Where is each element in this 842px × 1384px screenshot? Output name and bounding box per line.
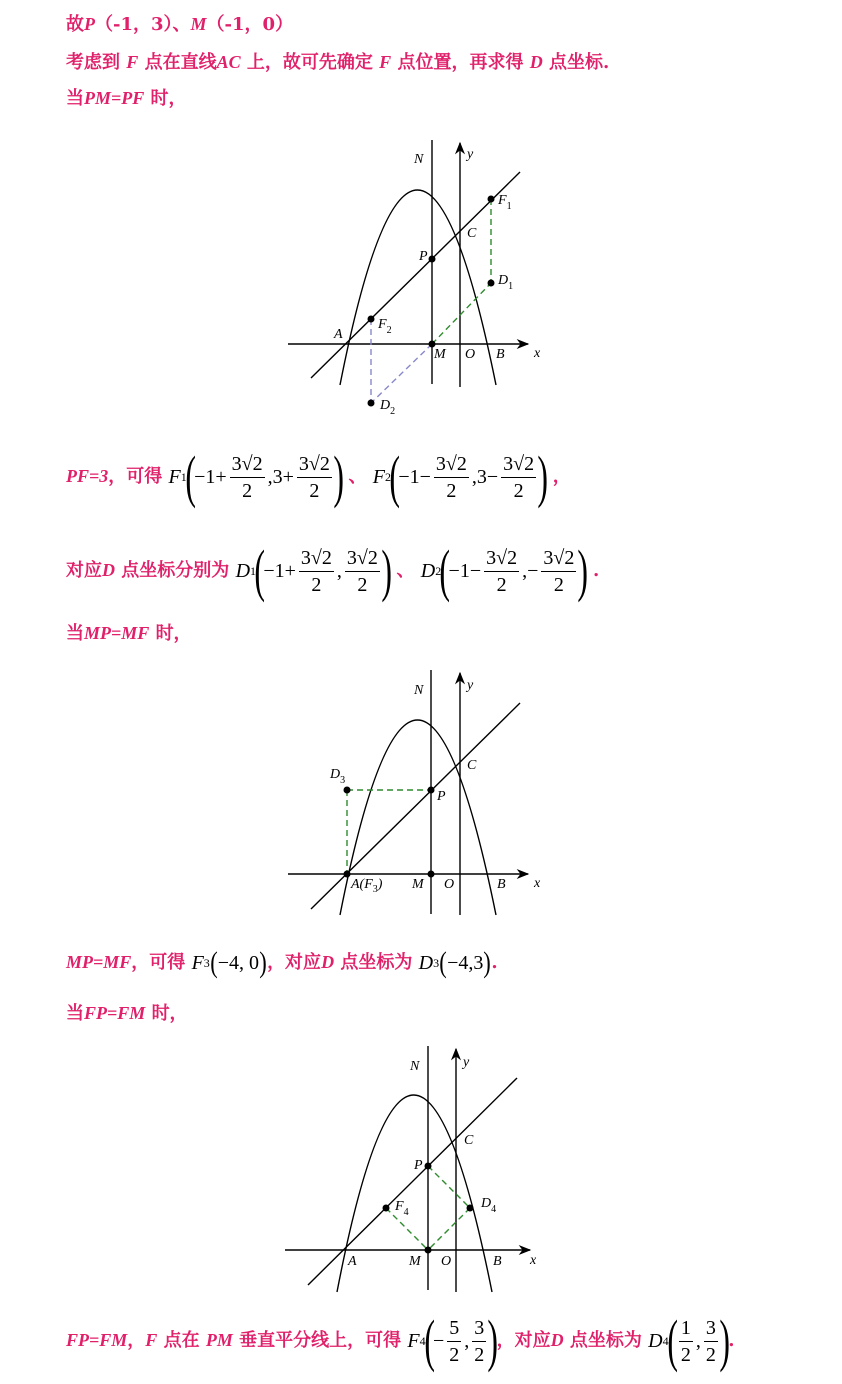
label-x: x — [534, 876, 541, 891]
paren-open: ( — [254, 538, 265, 603]
point-d1 — [488, 280, 495, 287]
paren-open: ( — [423, 1308, 435, 1373]
denominator: 2 — [496, 573, 507, 596]
case3-heading — [66, 1001, 188, 1026]
fraction — [434, 452, 469, 503]
condition: PM=PF — [84, 88, 145, 108]
separator: 、 — [172, 14, 191, 35]
text: 点坐标为 — [569, 1330, 642, 1351]
denominator: 2 — [513, 479, 524, 502]
denominator: 2 — [553, 573, 564, 596]
denominator: 2 — [242, 479, 253, 502]
m-coord: （-1，0） — [206, 14, 294, 35]
text: ， — [127, 1330, 146, 1351]
subscript: 2 — [435, 564, 442, 578]
point-f4 — [383, 1205, 390, 1212]
text: 当 — [66, 623, 84, 644]
point-d: D — [550, 1330, 564, 1350]
point-d4 — [467, 1205, 474, 1212]
point-d: D — [321, 952, 335, 972]
numerator: 5 — [447, 1316, 461, 1342]
figure-1-pm-eq-pf — [288, 140, 541, 417]
case2-heading — [66, 621, 192, 646]
subscript: 4 — [662, 1334, 669, 1348]
fraction — [484, 546, 519, 597]
point-name: F — [168, 466, 181, 488]
label-o: O — [444, 877, 455, 892]
case2-result — [66, 947, 498, 978]
condition: MP=MF — [66, 952, 132, 972]
text: 点坐标分别为 — [121, 560, 230, 581]
fraction — [679, 1316, 693, 1367]
x-int: −1− — [448, 560, 482, 582]
label-y: y — [463, 1055, 470, 1070]
point-name: D — [235, 560, 251, 582]
subscript: 2 — [385, 470, 392, 484]
point-p: P — [84, 14, 95, 34]
label-m: M — [409, 1254, 421, 1269]
text: ，对应 — [496, 1330, 551, 1351]
text: 垂直平分线上，可得 — [239, 1330, 402, 1351]
label-o: O — [441, 1254, 452, 1269]
fraction — [230, 452, 265, 503]
fraction — [541, 546, 576, 597]
paren-open: ( — [666, 1308, 678, 1373]
punct: ， — [552, 466, 571, 487]
point-d2 — [368, 400, 375, 407]
text: 点坐标为 — [340, 952, 413, 973]
numerator: 3 — [472, 1316, 486, 1342]
x-sign: − — [432, 1330, 445, 1352]
point-p — [429, 256, 436, 263]
subscript: 4 — [419, 1334, 426, 1348]
text: 时， — [155, 623, 192, 644]
paren-open: ( — [185, 444, 196, 509]
y-int: ,3− — [471, 466, 499, 488]
label-f2: $F_2$ — [378, 317, 392, 336]
p-coord: （-1，3） — [95, 14, 173, 35]
label-a: A — [348, 1254, 357, 1269]
coord-f3 — [192, 948, 268, 978]
text: 故 — [66, 14, 84, 35]
point-name: D — [420, 560, 436, 582]
dash-d4-m — [428, 1208, 470, 1250]
coord-d3 — [419, 948, 492, 978]
paren-open: ( — [439, 538, 451, 603]
dash-m-d2 — [371, 344, 432, 403]
coord-f2 — [372, 444, 549, 509]
point-m — [425, 1247, 432, 1254]
point-name: F — [407, 1330, 420, 1352]
dash-m-d1 — [432, 283, 491, 344]
text: ，对应 — [267, 952, 322, 973]
numerator: 3√2 — [541, 546, 576, 572]
subscript: 3 — [433, 956, 440, 970]
paren-close: ) — [333, 444, 344, 509]
numerator: 3√2 — [299, 546, 334, 572]
numerator: 3√2 — [230, 452, 265, 478]
coord-d2 — [420, 538, 589, 603]
numerator: 3√2 — [297, 452, 332, 478]
coord-d4: D 4 ( $\frac{1}{2}$ , $\frac{3}{2}$ ) — [648, 1308, 730, 1373]
text: 点位置，再求得 — [397, 52, 524, 73]
label-m: M — [434, 347, 446, 362]
label-f4: $F_4$ — [395, 1199, 409, 1218]
line-ac: AC — [216, 52, 241, 72]
point-name: D — [648, 1330, 663, 1352]
separator: 、 — [396, 560, 415, 581]
point-m — [428, 871, 435, 878]
label-p: P — [419, 249, 428, 264]
numerator: 3√2 — [501, 452, 536, 478]
case1-f-result — [66, 444, 571, 509]
line-ac — [311, 172, 520, 378]
label-x: x — [534, 346, 541, 361]
point-f1 — [488, 196, 495, 203]
point-f: F — [126, 52, 139, 72]
figure-2-mp-eq-mf — [288, 670, 541, 915]
figure-3-fp-eq-fm — [285, 1046, 537, 1292]
label-a-f3: $A(F_3)$ — [351, 877, 383, 895]
point-name: F — [372, 466, 386, 488]
coord-value: −4,3 — [447, 952, 484, 974]
label-b: B — [497, 877, 506, 892]
fraction — [299, 546, 334, 597]
paren-close: ) — [719, 1308, 730, 1373]
label-b: B — [493, 1254, 502, 1269]
text: 考虑到 — [66, 52, 120, 73]
segment-pm: PM — [205, 1330, 233, 1350]
text: 点在 — [163, 1330, 200, 1351]
punct: . — [592, 560, 600, 581]
text: 时， — [150, 88, 187, 109]
point-f2 — [368, 316, 375, 323]
label-y: y — [467, 147, 474, 162]
label-n: N — [414, 152, 424, 167]
label-c: C — [467, 226, 477, 241]
paren-close: ) — [259, 946, 267, 979]
label-d2: $D_2$ — [380, 398, 396, 417]
paren-open: ( — [210, 946, 218, 979]
fraction — [704, 1316, 718, 1367]
paren-close: ) — [487, 1308, 499, 1373]
denominator: 2 — [705, 1343, 716, 1366]
label-y: y — [467, 678, 474, 693]
label-n: N — [414, 683, 424, 698]
case3-result — [66, 1308, 735, 1373]
label-p: P — [437, 789, 446, 804]
condition: FP=FM — [66, 1330, 128, 1350]
condition: PF=3 — [66, 466, 109, 486]
condition: FP=FM — [84, 1003, 146, 1023]
denominator: 2 — [311, 573, 322, 596]
paren-close: ) — [483, 946, 492, 979]
coord-f1 — [168, 444, 344, 509]
paren-open: ( — [439, 946, 447, 979]
text: 点在直线 — [144, 52, 217, 73]
label-o: O — [465, 347, 476, 362]
subscript: 1 — [180, 470, 187, 484]
point-d: D — [529, 52, 543, 72]
text: 对应 — [66, 560, 102, 581]
point-name: F — [191, 952, 204, 974]
text: 当 — [66, 1003, 84, 1024]
y-int: ,− — [522, 560, 539, 582]
punct: . — [491, 952, 498, 973]
x-int: −1+ — [194, 466, 227, 488]
label-d3: $D_3$ — [330, 767, 346, 786]
label-m: M — [412, 877, 424, 892]
coord-value: −4, 0 — [217, 952, 260, 974]
label-n: N — [410, 1059, 420, 1074]
paren-close: ) — [577, 538, 589, 603]
denominator: 2 — [474, 1343, 485, 1366]
point-d: D — [102, 560, 115, 580]
fraction — [345, 546, 380, 597]
denominator: 2 — [309, 479, 320, 502]
point-a-f3 — [344, 871, 351, 878]
subscript: 1 — [250, 564, 257, 578]
x-int: −1− — [398, 466, 431, 488]
y-int: ,3+ — [267, 466, 294, 488]
text: 当 — [66, 88, 84, 109]
label-c: C — [467, 758, 477, 773]
denominator: 2 — [446, 479, 457, 502]
coord-d1 — [235, 538, 392, 603]
label-a: A — [334, 327, 343, 342]
point-p — [428, 787, 435, 794]
point-f: F — [379, 52, 392, 72]
text: 时， — [151, 1003, 188, 1024]
condition: MP=MF — [84, 623, 150, 643]
numerator: 3√2 — [434, 452, 469, 478]
point-name: D — [418, 952, 434, 974]
label-b: B — [496, 347, 505, 362]
text: ，可得 — [131, 952, 186, 973]
text: ，可得 — [108, 466, 163, 487]
label-d1: $D_1$ — [498, 273, 514, 292]
label-x: x — [530, 1253, 537, 1268]
coord-f4: F 4 ( − $\frac{5}{2}$ , $\frac{3}{2}$ ) — [407, 1308, 499, 1373]
text: 点坐标. — [549, 52, 610, 73]
punct: . — [728, 1330, 735, 1351]
text: 上，故可先确定 — [246, 52, 373, 73]
point-m: M — [190, 14, 207, 34]
point-d3 — [344, 787, 351, 794]
label-d4: $D_4$ — [481, 1196, 497, 1215]
numerator: 3√2 — [345, 546, 380, 572]
denominator: 2 — [449, 1343, 460, 1366]
denominator: 2 — [680, 1343, 691, 1366]
case1-d-result — [66, 538, 600, 603]
subscript: 3 — [203, 956, 210, 970]
label-p: P — [414, 1158, 423, 1173]
x-int: −1+ — [263, 560, 296, 582]
y-int: , — [336, 560, 342, 582]
paren-open: ( — [389, 444, 400, 509]
label-c: C — [464, 1133, 474, 1148]
numerator: 3 — [704, 1316, 718, 1342]
fraction — [501, 452, 536, 503]
fraction — [297, 452, 332, 503]
fraction — [447, 1316, 461, 1367]
label-f1: $F_1$ — [498, 193, 512, 212]
paren-close: ) — [381, 538, 392, 603]
fraction — [472, 1316, 486, 1367]
denominator: 2 — [357, 573, 368, 596]
dash-p-d4 — [428, 1166, 470, 1208]
point-p — [425, 1163, 432, 1170]
point-f: F — [145, 1330, 158, 1350]
numerator: 3√2 — [484, 546, 519, 572]
paren-close: ) — [537, 444, 549, 509]
numerator: 1 — [679, 1316, 693, 1342]
separator: 、 — [348, 466, 367, 487]
